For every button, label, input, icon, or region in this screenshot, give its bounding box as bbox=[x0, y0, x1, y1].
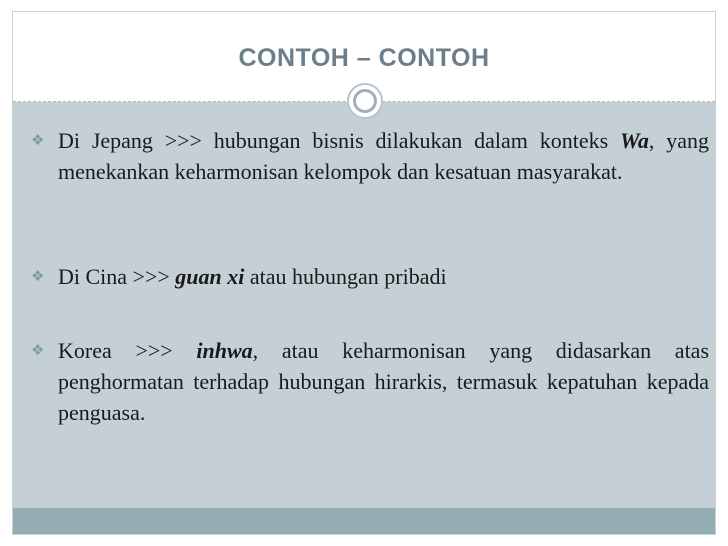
bullet-emphasis: inhwa bbox=[196, 338, 253, 363]
footer-band bbox=[13, 508, 715, 534]
slide bbox=[12, 11, 716, 535]
bullet-text-part: Di Cina >>> bbox=[58, 264, 176, 289]
bullet-text-part: , atau keharmonisan yang didasarkan atas penghormatan terhadap hubungan hirarkis, termasuk kepatuhan kepada penguasa. bbox=[58, 338, 710, 425]
bullet-text-part: , yang menekankan keharmonisan kelompok dan kesatuan masyarakat. bbox=[58, 128, 709, 184]
diamond-bullet-icon: ❖ bbox=[31, 341, 45, 359]
bullet-item-korea bbox=[31, 335, 711, 428]
slide-title: CONTOH – CONTOH bbox=[238, 44, 490, 72]
bullet-text bbox=[58, 261, 709, 292]
bullet-emphasis: Wa bbox=[619, 128, 649, 153]
bullet-text bbox=[58, 125, 709, 187]
bullet-text bbox=[58, 335, 709, 428]
diamond-bullet-icon: ❖ bbox=[31, 131, 45, 149]
bullet-text-part: Korea >>> bbox=[58, 338, 197, 363]
circle-ornament-inner bbox=[353, 89, 377, 113]
circle-ornament-icon bbox=[347, 83, 383, 119]
bullet-item-jepang bbox=[31, 125, 711, 187]
bullet-emphasis: guan xi bbox=[175, 264, 245, 289]
bullet-item-cina bbox=[31, 261, 711, 292]
diamond-bullet-icon: ❖ bbox=[31, 267, 45, 285]
bullet-text-part: atau hubungan pribadi bbox=[244, 264, 447, 289]
bullet-text-part: Di Jepang >>> hubungan bisnis dilakukan dalam konteks bbox=[58, 128, 620, 153]
